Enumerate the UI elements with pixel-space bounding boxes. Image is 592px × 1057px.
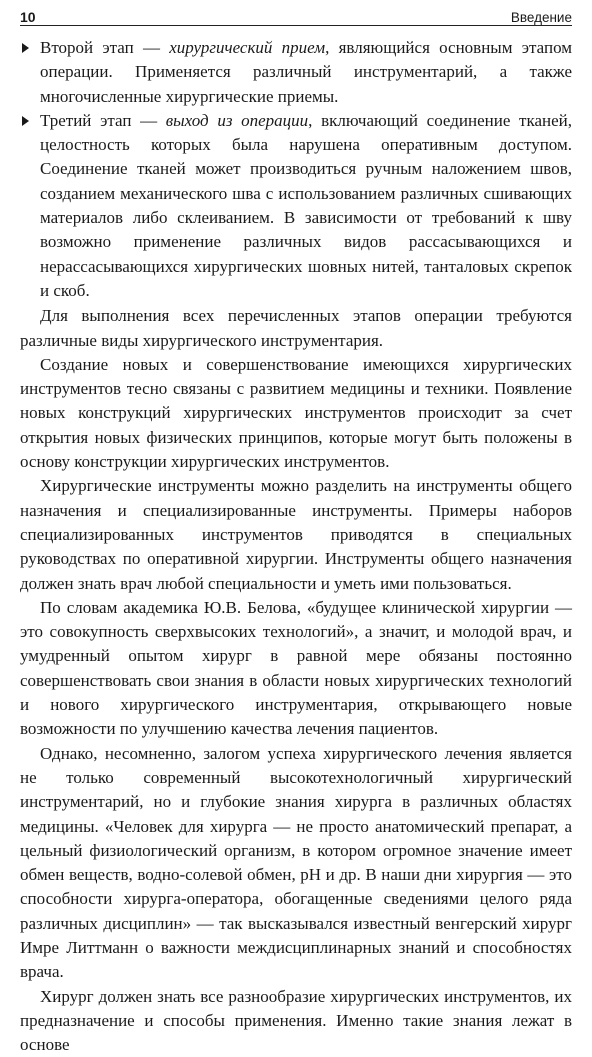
paragraph: Создание новых и совершенствование имеющихся хирургических инструментов тесно связаны с развитием медицины и техники. Появление новых конструкций хирургических инструментов происходит за счет открытия новых физических принципов, которые могут быть положены в основу конструкции хирургических инструментов.	[20, 354, 572, 472]
paragraph: Хирургические инструменты можно разделить на инструменты общего назначения и специализированные инструменты. Примеры наборов специализированных инструментов приводятся в специальных руководствах по оперативной хирургии. Инструменты общего назначения должен знать врач любой специальности и уметь ими пользоваться.	[20, 476, 572, 593]
triangle-bullet-icon	[22, 116, 29, 126]
bullet-lead: Второй этап —	[40, 38, 170, 57]
bullet-text: , включающий соединение тканей, целостность которых была нарушена оперативным доступом. Соединение тканей может производиться ручным наложением швов, созданием механического шва с использованием различных сшивающих материалов либо склеиванием. В зависимости от требований к шву возможно применение различных видов рассасывающихся и нерассасывающихся хирургических шовных нитей, танталовых скрепок и скоб.	[40, 110, 572, 300]
body-text	[20, 36, 572, 1057]
section-title: Введение	[510, 10, 572, 25]
paragraph: Однако, несомненно, залогом успеха хирургического лечения является не только современный высокотехнологичный хирургический инструментарий, но и глубокие знания хирурга в различных областях медицины. «Человек для хирурга — не просто анатомический препарат, а цельный физиологический организм, в котором огромное значение имеет обмен веществ, водно-солевой обмен, pH и др. В наши дни хирургия — это способности хирурга-оператора, обогащенные сведениями целого ряда различных дисциплин» — так высказывался известный венгерский хирург Имре Литтманн о важности междисциплинарных знаний и способностях врача.	[20, 743, 572, 982]
bullet-lead: Третий этап —	[40, 110, 166, 130]
bullet-item	[20, 109, 572, 303]
paragraph: Для выполнения всех перечисленных этапов операции требуются различные виды хирургического инструментария.	[20, 306, 572, 350]
paragraph: По словам академика Ю.В. Белова, «будущее клинической хирургии — это совокупность сверхвысоких технологий», а значит, и молодой врач, и умудренный опытом хирург в равной мере обязаны постоянно совершенствовать свои знания в области новых хирургических технологий и нового хирургического инструментария, открывающего новые возможности по улучшению качества лечения пациентов.	[20, 597, 572, 739]
triangle-bullet-icon	[22, 43, 29, 53]
bullet-emphasis: хирургический прием	[169, 38, 326, 57]
page-number: 10	[20, 9, 36, 25]
paragraph: Хирург должен знать все разнообразие хирургических инструментов, их предназначение и способы применения. Именно такие знания лежат в основе	[20, 986, 572, 1055]
bullet-item	[20, 36, 572, 109]
running-header	[20, 0, 572, 26]
bullet-text: , являющийся основным этапом операции. Применяется различный инструментарий, а также многочисленные хирургические приемы.	[40, 38, 573, 106]
bullet-emphasis: выход из операции	[165, 110, 309, 130]
